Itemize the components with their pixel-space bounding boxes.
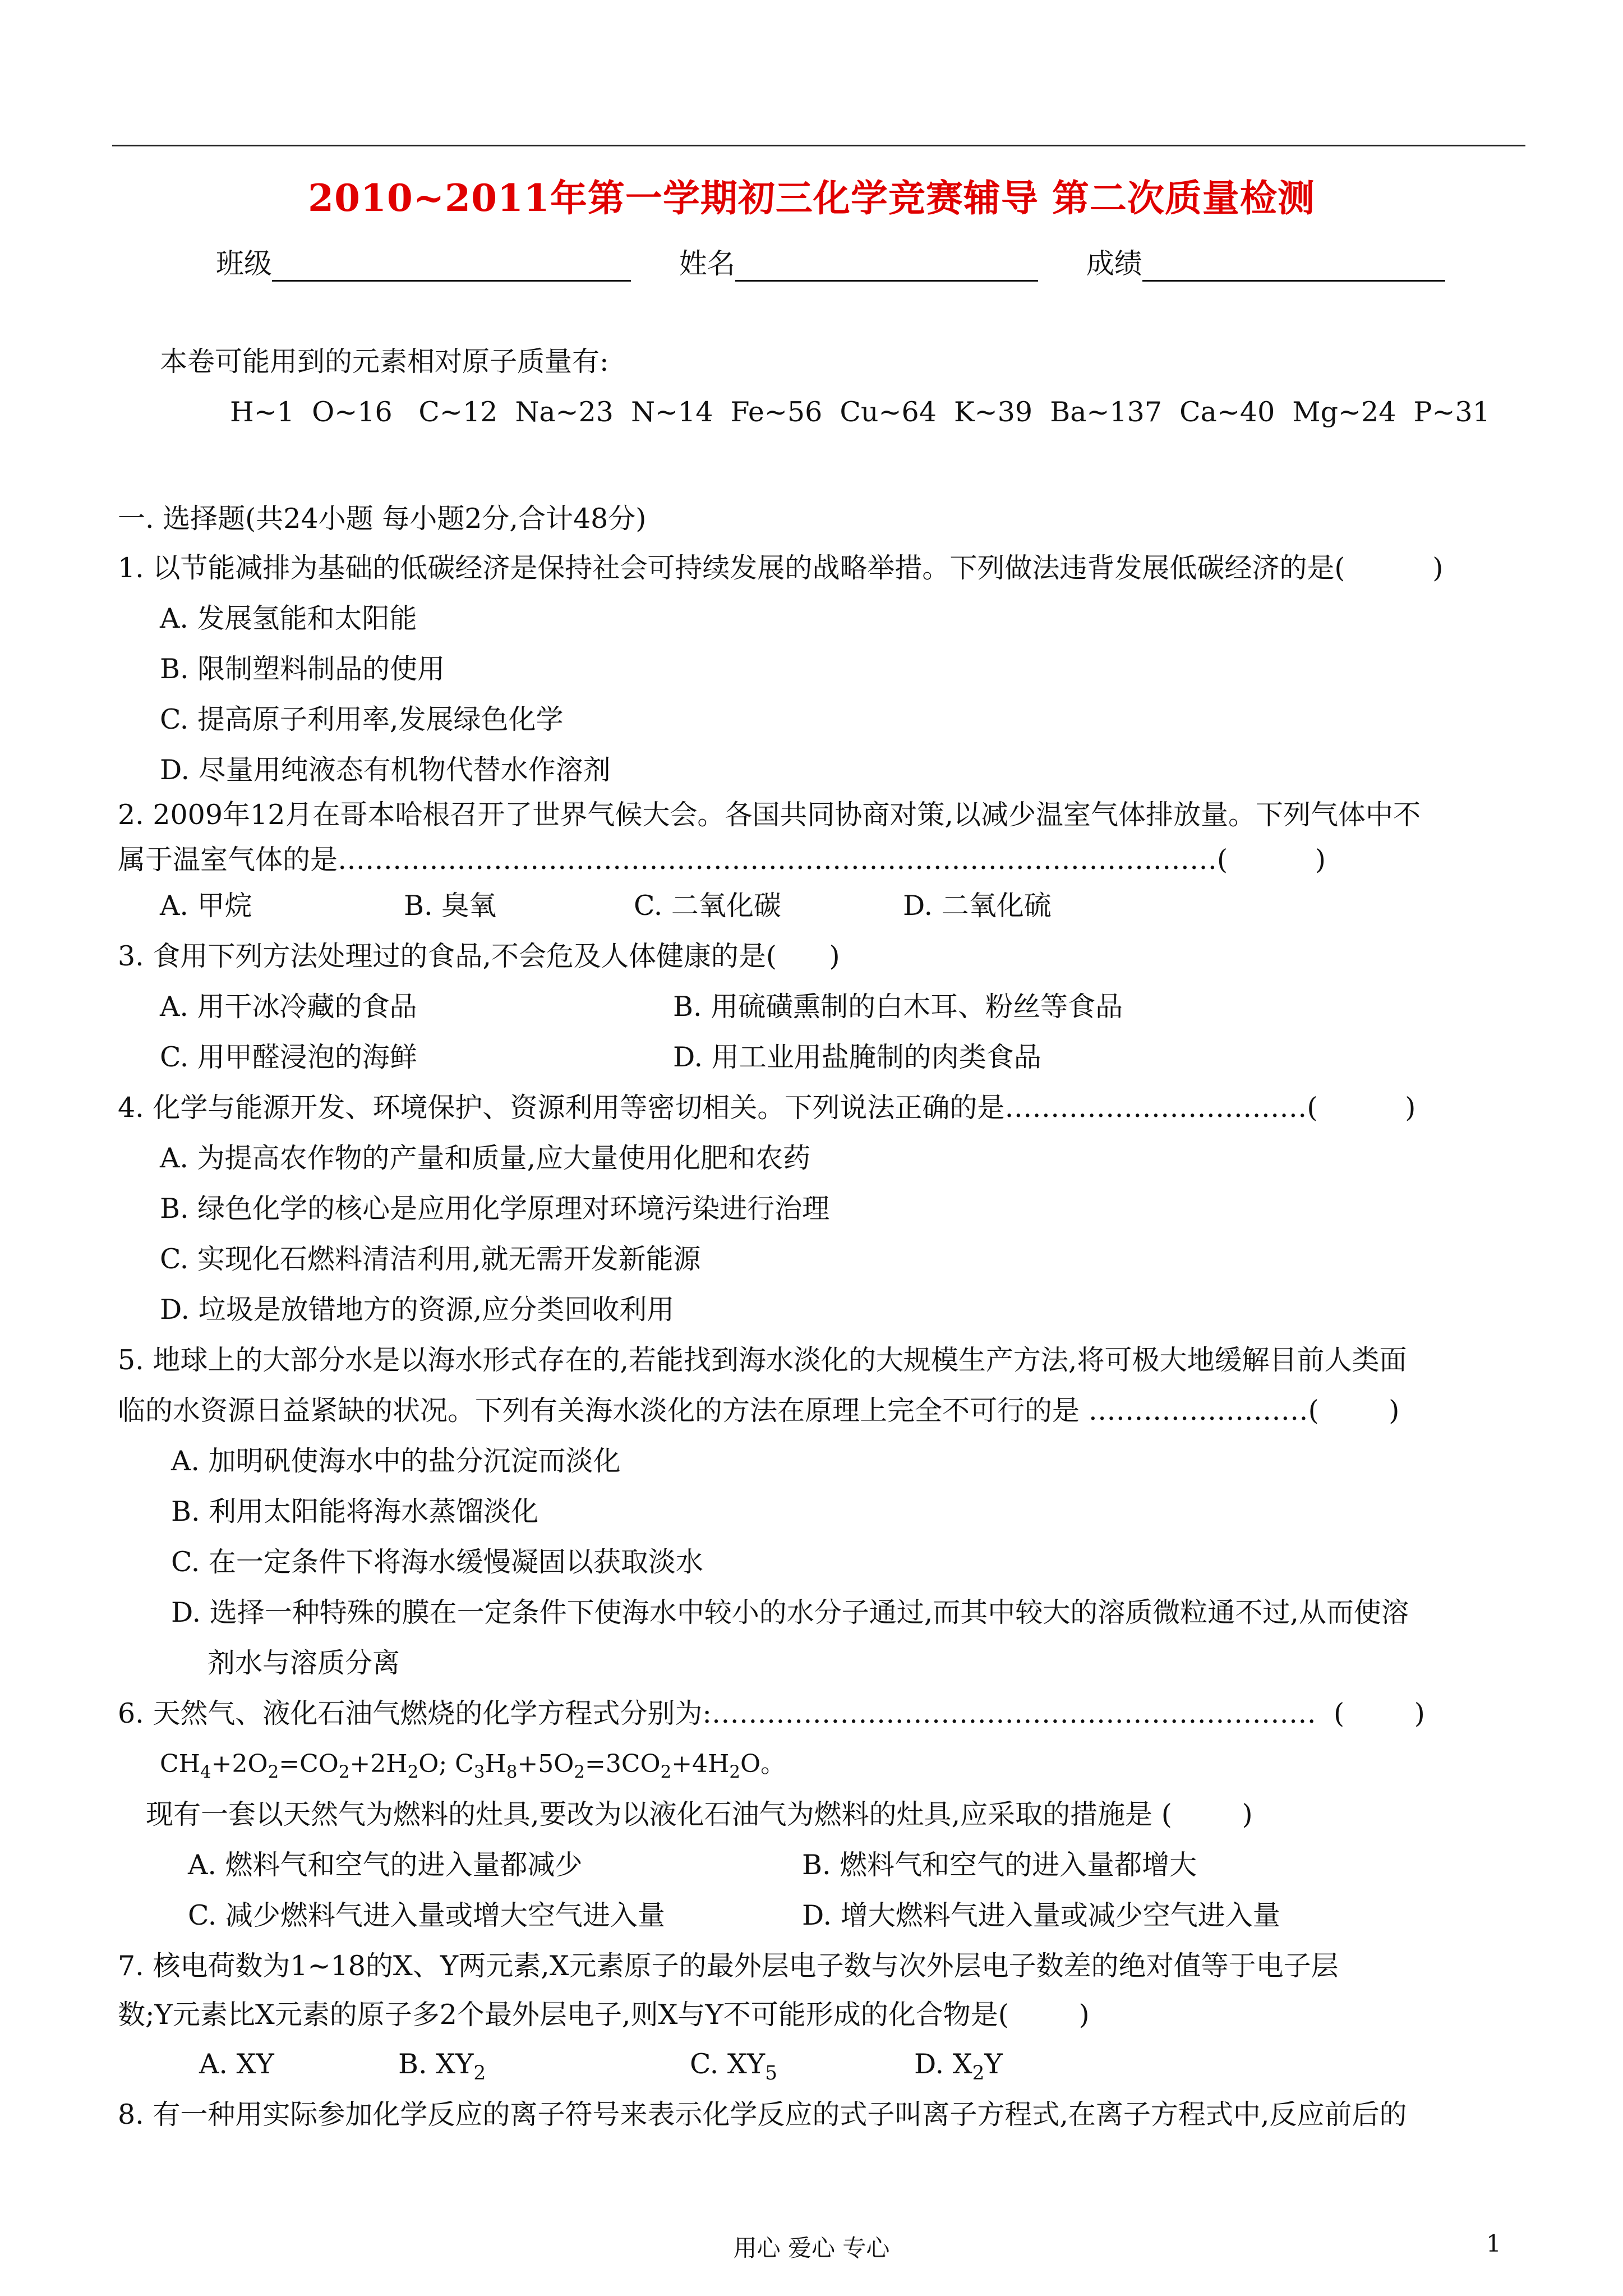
q6-option-a: A. 燃料气和空气的进入量都减少 [188, 1849, 583, 1881]
q2-option-d: D. 二氧化硫 [903, 890, 1052, 922]
q2-option-a: A. 甲烷 [160, 890, 252, 922]
name-label: 姓名 [679, 247, 735, 280]
q8-stem-line1: 8. 有一种用实际参加化学反应的离子符号来表示化学反应的式子叫离子方程式,在离子方程式中,反应前后的 [118, 2099, 1407, 2131]
q5-option-c: C. 在一定条件下将海水缓慢凝固以获取淡水 [171, 1546, 703, 1578]
q6-option-d: D. 增大燃料气进入量或减少空气进入量 [802, 1899, 1280, 1931]
q5-option-b: B. 利用太阳能将海水蒸馏淡化 [171, 1496, 539, 1527]
q4-option-d: D. 垃圾是放错地方的资源,应分类回收利用 [160, 1294, 675, 1326]
score-field[interactable] [1142, 250, 1445, 282]
q1-option-c: C. 提高原子利用率,发展绿色化学 [160, 703, 564, 735]
intro-text: 本卷可能用到的元素相对原子质量有: [160, 346, 609, 378]
q6-stem-line2: 现有一套以天然气为燃料的灶具,要改为以液化石油气为燃料的灶具,应采取的措施是 ( ) [146, 1798, 1253, 1830]
q2-stem-line2: 属于温室气体的是……………………………………………………………………………………( ) [118, 844, 1326, 876]
section-heading: 一. 选择题(共24小题 每小题2分,合计48分) [118, 503, 647, 535]
q1-option-a: A. 发展氢能和太阳能 [160, 602, 417, 634]
q5-option-d-line1: D. 选择一种特殊的膜在一定条件下使海水中较小的水分子通过,而其中较大的溶质微粒通不过,从而使溶 [171, 1596, 1409, 1628]
q7-option-c: C. $XY_5$ [690, 2048, 777, 2085]
q1-stem: 1. 以节能减排为基础的低碳经济是保持社会可持续发展的战略举措。下列做法违背发展低碳经济的是( ) [118, 552, 1444, 584]
q5-stem-line2: 临的水资源日益紧缺的状况。下列有关海水淡化的方法在原理上完全不可行的是 ……………………( ) [118, 1395, 1400, 1427]
q2-option-c: C. 二氧化碳 [634, 890, 781, 922]
q5-stem-line1: 5. 地球上的大部分水是以海水形式存在的,若能找到海水淡化的大规模生产方法,将可极大地缓解目前人类面 [118, 1344, 1407, 1376]
q3-option-b: B. 用硫磺熏制的白木耳、粉丝等食品 [673, 991, 1123, 1023]
footer-motto: 用心 爱心 专心 [733, 2234, 890, 2262]
q4-stem: 4. 化学与能源开发、环境保护、资源利用等密切相关。下列说法正确的是……………………………( ) [118, 1092, 1416, 1124]
q4-option-a: A. 为提高农作物的产量和质量,应大量使用化肥和农药 [160, 1142, 811, 1174]
q1-option-b: B. 限制塑料制品的使用 [160, 653, 445, 685]
atomic-masses: H~1 O~16 C~12 Na~23 N~14 Fe~56 Cu~64 K~39 Ba~137 Ca~40 Mg~24 P~31 [230, 396, 1490, 428]
q6-option-c: C. 减少燃料气进入量或增大空气进入量 [188, 1899, 665, 1931]
score-label: 成绩 [1086, 247, 1142, 280]
name-field[interactable] [735, 250, 1038, 282]
q2-stem-line1: 2. 2009年12月在哥本哈根召开了世界气候大会。各国共同协商对策,以减少温室气体排放量。下列气体中不 [118, 799, 1421, 831]
page-number: 1 [1486, 2230, 1501, 2257]
q1-option-d: D. 尽量用纯液态有机物代替水作溶剂 [160, 754, 611, 786]
student-info-row [216, 241, 1445, 282]
q6-stem: 6. 天然气、液化石油气燃烧的化学方程式分别为:………………………………………………………… ( ) [118, 1697, 1425, 1729]
q3-option-c: C. 用甲醛浸泡的海鲜 [160, 1041, 417, 1073]
q3-stem: 3. 食用下列方法处理过的食品,不会危及人体健康的是( ) [118, 940, 840, 972]
q7-option-d: D. $X_2Y$ [914, 2048, 1003, 2085]
q7-stem-line2: 数;Y元素比X元素的原子多2个最外层电子,则X与Y不可能形成的化合物是( ) [118, 1999, 1090, 2031]
q7-stem-line1: 7. 核电荷数为1~18的X、Y两元素,X元素原子的最外层电子数与次外层电子数差的绝对值等于电子层 [118, 1950, 1339, 1982]
q5-option-d-line2: 剂水与溶质分离 [208, 1647, 400, 1679]
q4-option-c: C. 实现化石燃料清洁利用,就无需开发新能源 [160, 1243, 701, 1275]
exam-title: 2010~2011年第一学期初三化学竞赛辅导 第二次质量检测 [308, 176, 1315, 220]
q4-option-b: B. 绿色化学的核心是应用化学原理对环境污染进行治理 [160, 1193, 830, 1225]
q7-option-b: B. $XY_2$ [398, 2048, 486, 2085]
q3-option-a: A. 用干冰冷藏的食品 [160, 991, 417, 1023]
header-rule [112, 145, 1525, 146]
q5-option-a: A. 加明矾使海水中的盐分沉淀而淡化 [171, 1445, 621, 1477]
q6-option-b: B. 燃料气和空气的进入量都增大 [802, 1849, 1197, 1881]
q2-option-b: B. 臭氧 [404, 890, 497, 922]
q3-option-d: D. 用工业用盐腌制的肉类食品 [673, 1041, 1041, 1073]
q7-option-a: A. XY [199, 2048, 274, 2080]
class-field[interactable] [272, 250, 631, 282]
class-label: 班级 [216, 247, 272, 280]
q6-equations: $CH_4+2O_2=CO_2+2H_2O$; $C_3H_8+5O_2=3CO_2+4H_2O$。 [160, 1750, 786, 1782]
